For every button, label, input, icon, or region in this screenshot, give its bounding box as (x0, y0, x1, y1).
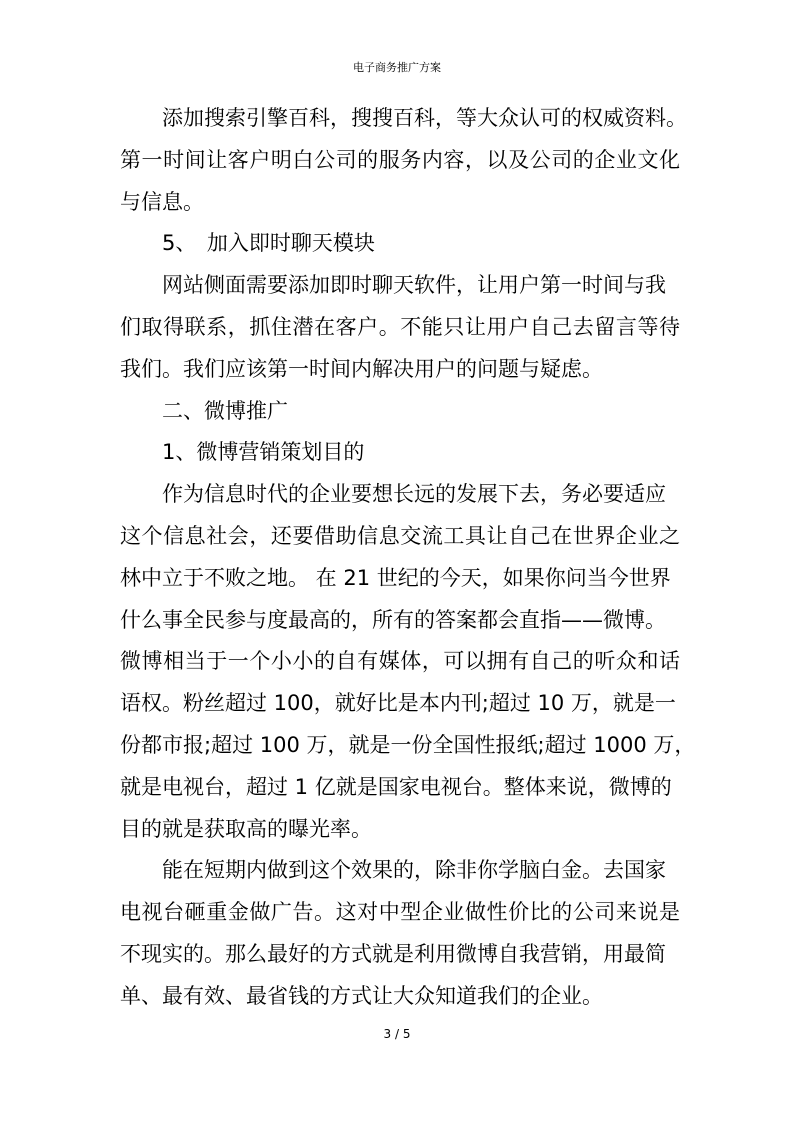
paragraph-line: 添加搜索引擎百科，搜搜百科，等大众认可的权威资料。 (162, 106, 687, 130)
section-heading: 5、 加入即时聊天模块 (162, 231, 375, 256)
paragraph-line: 不现实的。那么最好的方式就是利用微博自我营销，用最简 (120, 941, 666, 966)
paragraph-line: 我们。我们应该第一时间内解决用户的问题与疑虑。 (120, 356, 603, 381)
paragraph-line: 什么事全民参与度最高的，所有的答案都会直指——微博。 (120, 607, 666, 632)
page-number: 3 / 5 (383, 1027, 411, 1041)
paragraph-line: 林中立于不败之地。 在 21 世纪的今天，如果你问当今世界 (120, 565, 671, 590)
paragraph-line: 微博相当于一个小小的自有媒体，可以拥有自己的听众和话 (120, 649, 680, 674)
document-body (120, 98, 696, 1018)
paragraph-line: 份都市报;超过 100 万，就是一份全国性报纸;超过 1000 万， (120, 732, 696, 757)
paragraph-line: 第一时间让客户明白公司的服务内容，以及公司的企业文化 (120, 147, 680, 172)
paragraph-line: 电视台砸重金做广告。这对中型企业做性价比的公司来说是 (120, 900, 680, 925)
section-heading: 1、微博营销策划目的 (162, 440, 365, 465)
paragraph-line: 就是电视台，超过 1 亿就是国家电视台。整体来说，微博的 (120, 774, 672, 799)
paragraph-line: 们取得联系，抓住潜在客户。不能只让用户自己去留言等待 (120, 314, 680, 339)
page-header: 电子商务推广方案 (353, 61, 441, 74)
section-heading: 二、微博推广 (162, 398, 288, 423)
paragraph-line: 语权。粉丝超过 100，就好比是本内刊;超过 10 万，就是一 (120, 691, 676, 716)
paragraph-line: 能在短期内做到这个效果的，除非你学脑白金。去国家 (162, 858, 666, 883)
paragraph-line: 与信息。 (120, 189, 204, 214)
paragraph-line: 目的就是获取高的曝光率。 (120, 816, 372, 841)
paragraph-line: 单、最有效、最省钱的方式让大众知道我们的企业。 (120, 983, 603, 1008)
paragraph-line: 这个信息社会，还要借助信息交流工具让自己在世界企业之 (120, 523, 680, 548)
paragraph-line: 网站侧面需要添加即时聊天软件，让用户第一时间与我 (162, 273, 666, 298)
paragraph-line: 作为信息时代的企业要想长远的发展下去，务必要适应 (162, 482, 666, 507)
